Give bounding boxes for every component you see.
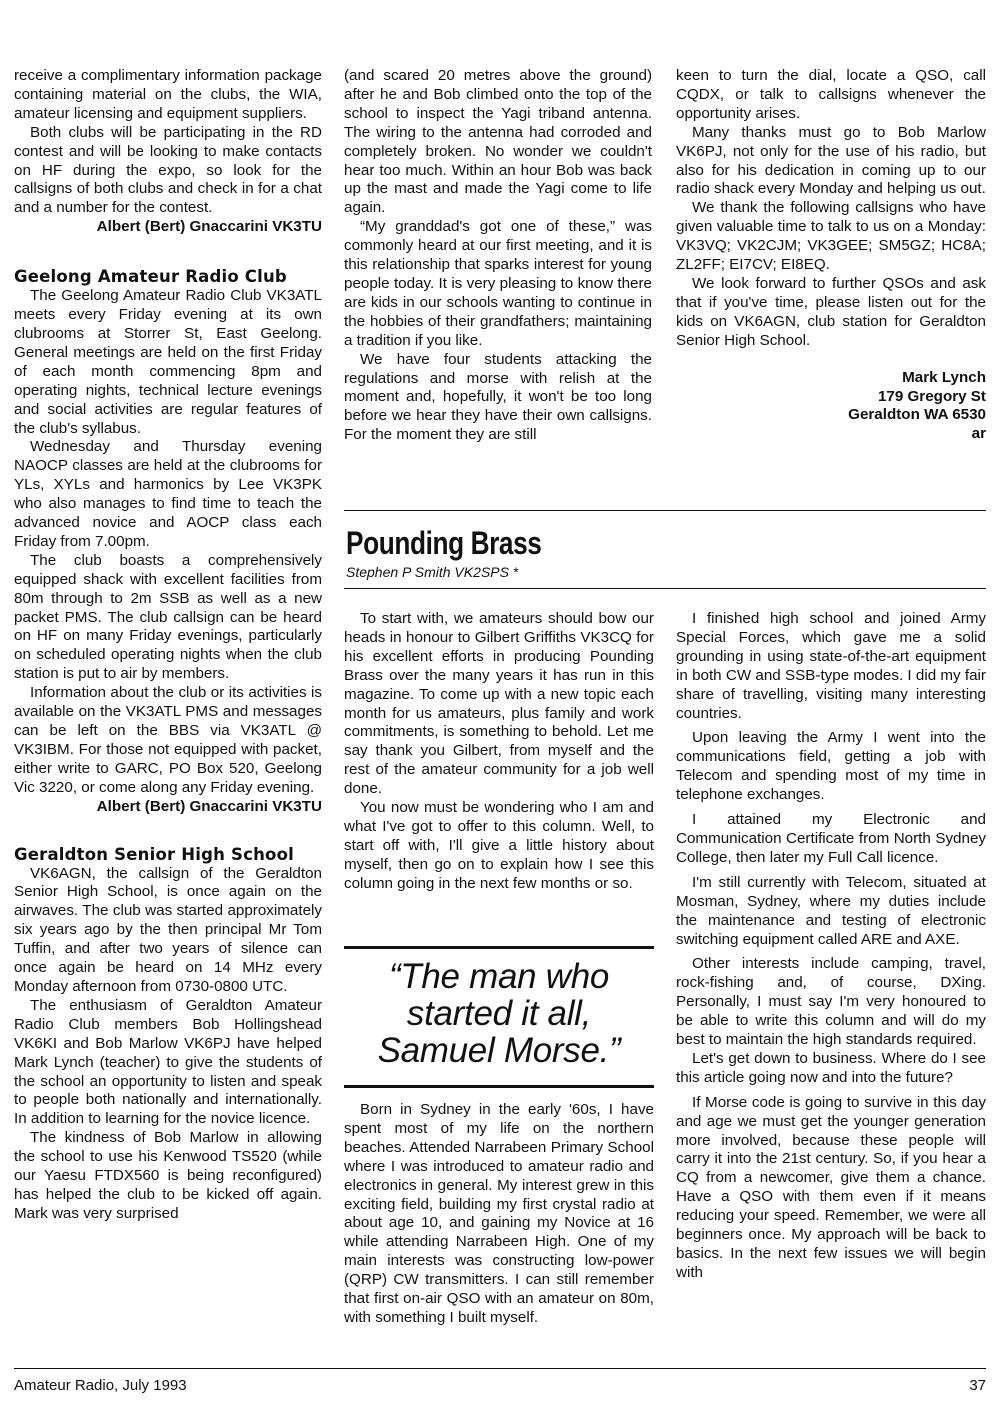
paragraph: Upon leaving the Army I went into the communications field, getting a job with Telecom and spending most of my time in telephone exchanges.	[676, 729, 986, 804]
pull-quote-top-rule	[344, 946, 654, 949]
paragraph: I finished high school and joined Army Special Forces, which gave me a solid grounding in using state-of-the-art equipment in both CW and SSB-type modes. I did my fair share of travelling, visiting many interesting countries.	[676, 610, 986, 722]
column-5	[344, 1101, 654, 1328]
author-signature: Albert (Bert) Gnaccarini VK3TU	[96, 218, 322, 236]
paragraph: Born in Sydney in the early '60s, I have spent most of my life on the northern beaches. Attended Narrabeen Primary School where I was introduced to amateur radio and electronics in general. My interest grew in this exciting field, building my first crystal radio at about age 10, and gaining my Novice at 16 while attending Narrabeen High. One of my main interests was constructing low-power (QRP) CW transmitters. I can still remember that first on-air QSO with an amateur on 80m, with something I built myself.	[344, 1101, 654, 1326]
section-heading-geelong: Geelong Amateur Radio Club	[14, 267, 287, 287]
paragraph: VK6AGN, the callsign of the Geraldton Senior High School, is once again on the airwaves. The club was started approximately six years ago by the then principal Mr Tom Tuffin, and after two years of silence can once again be heard on 14 MHz every Monday afternoon from 0730-0800 UTC.	[14, 864, 322, 995]
paragraph: (and scared 20 metres above the ground) after he and Bob climbed onto the top of the school to inspect the Yagi triband antenna. The wiring to the antenna had corroded and completely broken. No wonder we couldn't hear too much. Within an hour Bob was back up the mast and made the Yagi come to life again.	[344, 67, 652, 217]
paragraph: receive a complimentary information package containing material on the clubs, the WIA, amateur licensing and equipment suppliers.	[14, 67, 322, 122]
paragraph: I attained my Electronic and Communication Certificate from North Sydney College, then later my Full Call licence.	[676, 811, 986, 866]
paragraph: We thank the following callsigns who have given valuable time to talk to us on a Monday: VK3VQ; VK2CJM; VK3GEE; SM5GZ; HC8A; ZL2FF; EI7CV; EI8EQ.	[676, 199, 986, 274]
article-byline: Stephen P Smith VK2SPS *	[346, 564, 519, 580]
column-2	[344, 67, 652, 445]
paragraph: Information about the club or its activities is available on the VK3ATL PMS and messages can be left on the BBS via VK3ATL @ VK3IBM. For those not equipped with packet, either write to GARC, PO Box 520, Geelong Vic 3220, or come along any Friday evening.	[14, 684, 322, 796]
footer-publication: Amateur Radio, July 1993	[14, 1377, 187, 1394]
paragraph: Other interests include camping, travel, rock-fishing and, of course, DXing. Personally, I must say I'm very honoured to be able to write this column and will do my best to maintain the high standards required.	[676, 955, 986, 1049]
paragraph: Many thanks must go to Bob Marlow VK6PJ, not only for the use of his radio, but also for his dedication in coming up to our radio shack every Monday and helping us out.	[676, 123, 986, 198]
paragraph: The enthusiasm of Geraldton Amateur Radio Club members Bob Hollingshead VK6KI and Bob Marlow VK6PJ have helped Mark Lynch (teacher) to give the students of the school an opportunity to listen and speak to people both nationally and internationally. In addition to learning for the novice licence.	[14, 996, 322, 1128]
pull-quote-bottom-rule	[344, 1085, 654, 1088]
paragraph: We have four students attacking the regulations and morse with relish at the moment and, hopefully, it won't be too long before we hear they have their own callsigns. For the moment they are still	[344, 350, 652, 444]
page-number: 37	[969, 1377, 986, 1394]
column-4	[344, 610, 654, 894]
paragraph: You now must be wondering who I am and what I've got to offer to this column. Well, to start off with, I'll give a little history about myself, then go on to explain how I see this column going in the next few months or so.	[344, 799, 654, 892]
author-address-street: 179 Gregory St	[877, 387, 986, 405]
paragraph: We look forward to further QSOs and ask that if you've time, please listen out for the kids on VK6AGN, club station for Geraldton Senior High School.	[676, 274, 986, 349]
pull-quote: “The man who started it all, Samuel Morse.”	[377, 957, 621, 1070]
paragraph: If Morse code is going to survive in this day and age we must get the younger generation more involved, because these people will carry it into the 21st century. So, if you hear a CQ from a newcomer, give them a chance. Have a QSO with them even if it means reducing your speed. Remember, we were all beginners once. My approach will be back to basics. In the next few issues we will begin with	[676, 1093, 986, 1281]
column-3	[676, 67, 986, 444]
author-signature: Albert (Bert) Gnaccarini VK3TU	[96, 797, 322, 815]
paragraph: The kindness of Bob Marlow in allowing the school to use his Kenwood TS520 (while our Yaesu FTDX560 is being reconfigured) has helped the club to be kicked off again. Mark was very surprised	[14, 1129, 322, 1222]
column-6	[676, 610, 986, 1283]
column-1	[14, 67, 322, 1224]
article-top-rule	[344, 510, 986, 511]
footer-rule	[14, 1368, 986, 1369]
author-name: Mark Lynch	[902, 368, 986, 386]
author-address-city: Geraldton WA 6530	[848, 406, 986, 424]
paragraph: keen to turn the dial, locate a QSO, call CQDX, or talk to callsigns whenever the opportunity arises.	[676, 67, 986, 122]
article-header-rule	[344, 588, 986, 589]
paragraph: Let's get down to business. Where do I see this article going now and into the future?	[676, 1049, 986, 1086]
section-heading-geraldton: Geraldton Senior High School	[14, 844, 294, 864]
paragraph: Both clubs will be participating in the RD contest and will be looking to make contacts on HF during the expo, so look for the callsigns of both clubs and check in for a chat and a number for the contest.	[14, 123, 322, 217]
paragraph: The Geelong Amateur Radio Club VK3ATL meets every Friday evening at its own clubrooms at Storrer St, East Geelong. General meetings are held on the first Friday of each month commencing 8pm and operating nights, technical lecture evenings and social activities are regular features of the club's syllabus.	[14, 287, 322, 437]
paragraph: The club boasts a comprehensively equipped shack with excellent facilities from 80m through to 2m SSB as well as a new packet PMS. The club callsign can be heard on HF on many Friday evenings, particularly on scheduled operating nights when the club station is put to air by members.	[14, 551, 322, 683]
paragraph: To start with, we amateurs should bow our heads in honour to Gilbert Griffiths VK3CQ for his excellent efforts in producing Pounding Brass over the many years it has run in this magazine. To come up with a new topic each month for us amateurs, plus family and work commitments, is something to behold. Let me say thank you Gilbert, from myself and the rest of the amateur community for a job well done.	[344, 610, 654, 798]
article-title: Pounding Brass	[346, 525, 542, 561]
paragraph: I'm still currently with Telecom, situated at Mosman, Sydney, where my duties include the maintenance and testing of electronic switching equipment called ARE and AXE.	[676, 873, 986, 948]
paragraph: “My granddad's got one of these,” was commonly heard at our first meeting, and it is this relationship that sparks interest for young people today. It is very pleasing to know there are kids in our schools wanting to continue in the hobbies of their grandfathers; maintaining a tradition if you like.	[344, 218, 652, 349]
end-mark: ar	[971, 425, 986, 443]
paragraph: Wednesday and Thursday evening NAOCP classes are held at the clubrooms for YLs, XYLs and harmonics by Lee VK3PK who also manages to find time to teach the advanced novice and AOCP class each Friday from 7.00pm.	[14, 438, 322, 550]
